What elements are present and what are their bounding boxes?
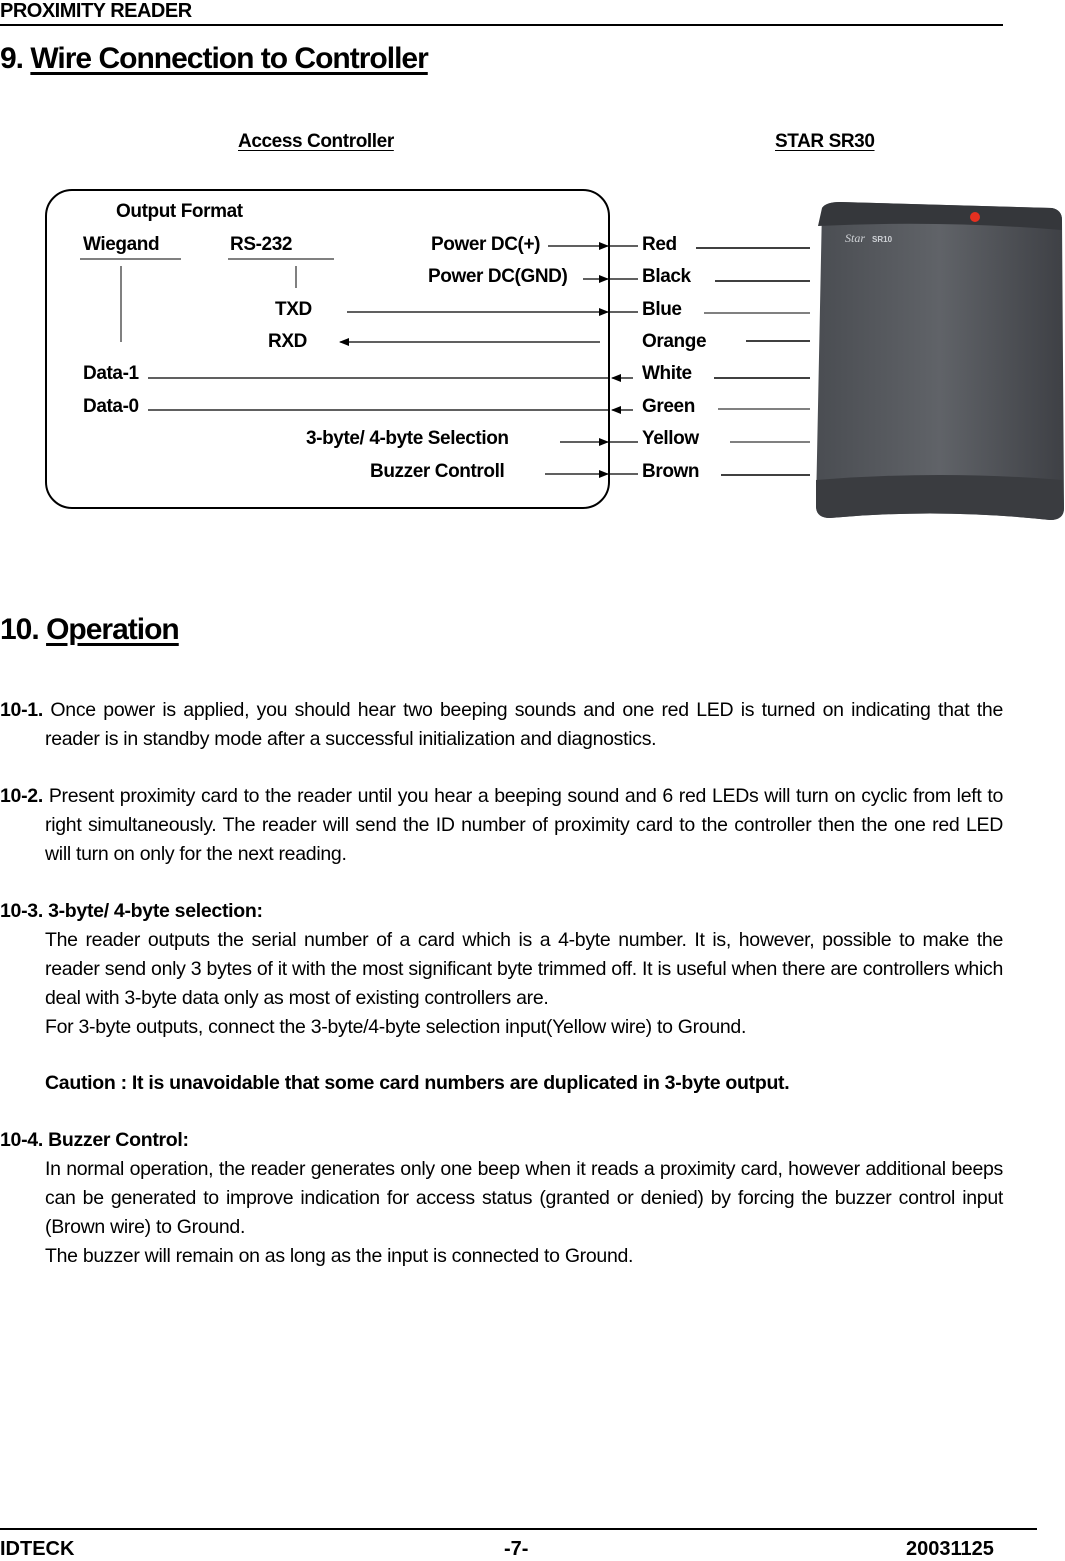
p3-text-2: For 3-byte outputs, connect the 3-byte/4-byte selection input(Yellow wire) to Ground. — [45, 1016, 747, 1038]
reader-led-icon — [970, 212, 980, 222]
data1-label: Data-1 — [83, 363, 139, 384]
wire-blue: Blue — [642, 299, 682, 320]
reader-device — [816, 202, 1064, 520]
wiring-diagram — [0, 180, 1065, 525]
document-header-title: PROXIMITY READER — [0, 0, 192, 22]
rxd-label: RXD — [268, 331, 307, 352]
section-9-title: Wire Connection to Controller — [30, 42, 428, 75]
footer-page-number: -7- — [504, 1538, 529, 1560]
power-gnd-label: Power DC(GND) — [428, 266, 568, 287]
paragraph-10-3 — [0, 897, 1003, 1042]
rs232-label: RS-232 — [230, 234, 293, 255]
p3-heading: 10-3. 3-byte/ 4-byte selection: — [0, 900, 263, 922]
caution-text: Caution : It is unavoidable that some card numbers are duplicated in 3-byte output. — [45, 1072, 790, 1094]
paragraph-10-1 — [0, 696, 1003, 754]
footer-date: 20031125 — [906, 1538, 994, 1560]
section-10-title: Operation — [46, 613, 179, 646]
wire-orange: Orange — [642, 331, 707, 352]
wire-yellow: Yellow — [642, 428, 699, 449]
access-controller-heading: Access Controller — [238, 131, 394, 152]
wire-red: Red — [642, 234, 677, 255]
footer-company: IDTECK — [0, 1538, 75, 1560]
wire-black: Black — [642, 266, 691, 287]
reader-logo-script: Star — [845, 231, 866, 245]
buzzer-control-label: Buzzer Controll — [370, 461, 505, 482]
reader-model-heading: STAR SR30 — [775, 131, 875, 152]
wire-brown: Brown — [642, 461, 700, 482]
p3-text: The reader outputs the serial number of a card which is a 4-byte number. It is, however, possible to make the reader send only 3 bytes of it with the most significant byte trimmed off. It is useful when there are controllers which deal with 3-byte data only as most of existing controllers are. — [45, 929, 1003, 1009]
txd-label: TXD — [275, 299, 312, 320]
section-9-number: 9. — [0, 42, 24, 75]
paragraph-10-2 — [0, 782, 1003, 869]
section-10-number: 10. — [0, 613, 39, 646]
power-pos-label: Power DC(+) — [431, 234, 541, 255]
caution-note — [0, 1069, 1003, 1098]
p4-heading: 10-4. Buzzer Control: — [0, 1129, 189, 1151]
paragraph-10-4 — [0, 1126, 1003, 1271]
footer-rule — [0, 1528, 1037, 1530]
byte-selection-label: 3-byte/ 4-byte Selection — [306, 428, 509, 449]
reader-logo: SR10 — [872, 235, 893, 244]
p2-number: 10-2. — [0, 785, 43, 807]
wire-white: White — [642, 363, 692, 384]
section-10-heading — [0, 613, 179, 647]
wire-green: Green — [642, 396, 695, 417]
p1-number: 10-1. — [0, 699, 43, 721]
p4-text-2: The buzzer will remain on as long as the input is connected to Ground. — [45, 1245, 634, 1267]
output-format-label: Output Format — [116, 201, 243, 222]
wiegand-label: Wiegand — [83, 234, 160, 255]
p4-text: In normal operation, the reader generates only one beep when it reads a proximity card, however additional beeps can be generated to improve indication for access status (granted or denied) by forcing the buzzer control input (Brown wire) to Ground. — [45, 1158, 1003, 1238]
p2-text: Present proximity card to the reader until you hear a beeping sound and 6 red LEDs will turn on cyclic from left to right simultaneously. The reader will send the ID number of proximity card to the controller then the one red LED will turn on only for the next reading. — [45, 785, 1004, 865]
data0-label: Data-0 — [83, 396, 139, 417]
p1-text: Once power is applied, you should hear two beeping sounds and one red LED is turned on indicating that the reader is in standby mode after a successful initialization and diagnostics. — [45, 699, 1003, 750]
header-rule — [0, 24, 1003, 26]
section-9-heading — [0, 42, 428, 76]
